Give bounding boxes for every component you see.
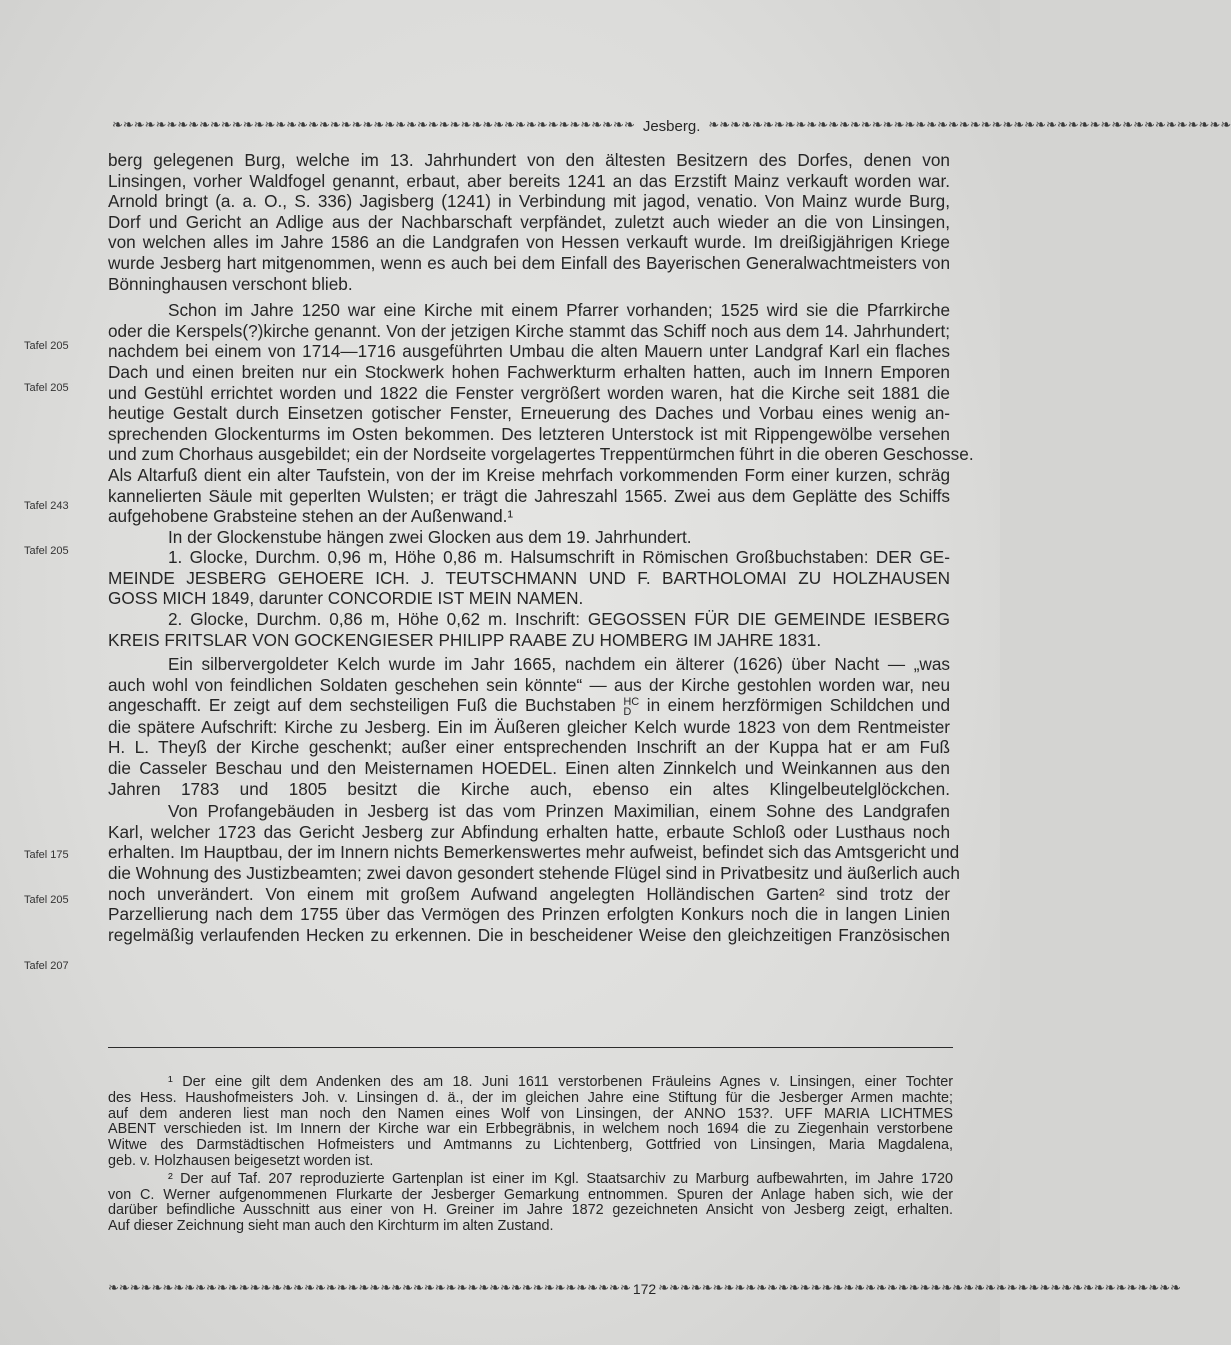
text-line: sprechenden Glockenturms im Osten bekommen. Des letzteren Unterstock ist mit Rippengewölbe versehen	[108, 423, 950, 444]
ornament-band-left: ❧❧❧❧❧❧❧❧❧❧❧❧❧❧❧❧❧❧❧❧❧❧❧❧❧❧❧❧❧❧❧❧❧❧❧❧❧❧❧❧❧❧❧❧❧❧❧❧	[112, 118, 635, 133]
text-line: nachdem bei einem von 1714—1716 ausgeführten Umbau die alten Mauern unter Landgraf Karl ein flaches	[108, 341, 950, 362]
body-text	[108, 150, 974, 945]
text-line: ABENT verschieden ist. Im Innern der Kirche war ein Erbbegräbnis, in welchem noch 1694 die zu Ziegenhain verstorbene	[108, 1121, 953, 1138]
text-line: KREIS FRITSLAR VON GOCKENGIESER PHILIPP RAABE ZU HOMBERG IM JAHRE 1831.	[108, 629, 822, 650]
running-header	[112, 116, 1231, 136]
ornament-band-right: ❧❧❧❧❧❧❧❧❧❧❧❧❧❧❧❧❧❧❧❧❧❧❧❧❧❧❧❧❧❧❧❧❧❧❧❧❧❧❧❧❧❧❧❧❧❧❧❧	[658, 1281, 1182, 1296]
page-number: 172	[632, 1281, 657, 1297]
margin-note: Tafel 205	[24, 894, 69, 906]
text-line: Bönninghausen verschont blieb.	[108, 273, 353, 294]
text-line: Linsingen, vorher Waldfogel genannt, erbaut, aber bereits 1241 an das Erzstift Mainz verkauft worden war.	[108, 170, 950, 191]
text-line: oder die Kerspels(?)kirche genannt. Von der jetzigen Kirche stammt das Schiff noch aus dem 14. Jahrhundert;	[108, 320, 950, 341]
paragraph-glocke-2	[108, 609, 950, 650]
text-line: die Casseler Beschau und den Meisternamen HOEDEL. Einen alten Zinnkelch und Weinkannen aus den	[108, 758, 950, 779]
text-line: Arnold bringt (a. a. O., S. 336) Jagisberg (1241) in Verbindung mit jagod, venatio. Von Mainz wurde Burg,	[108, 191, 950, 212]
text-line: Dorf und Gericht an Adlige aus der Nachbarschaft verpfändet, zuletzt auch wieder an die von Linsingen,	[108, 211, 950, 232]
margin-note: Tafel 207	[24, 960, 69, 972]
text-line	[108, 695, 950, 716]
text-line: noch unverändert. Von einem mit großem Aufwand angelegten Holländischen Garten² sind trotz der	[108, 883, 950, 904]
text-line: Dach und einen breiten nur ein Stockwerk hohen Fachwerkturm erhalten hatten, auch im Innern Emporen	[108, 361, 950, 382]
text-line: Als Altarfuß dient ein alter Taufstein, von der im Kreise mehrfach vorkommenden Form einer kurzen, schräg	[108, 464, 950, 485]
margin-note: Tafel 205	[24, 382, 69, 394]
text-line: erhalten. Im Hauptbau, der im Innern nichts Bemerkenswertes mehr aufweist, befindet sich das Amtsgericht und	[108, 842, 960, 863]
text-line: die spätere Aufschrift: Kirche zu Jesberg. Ein im Äußeren gleicher Kelch wurde 1823 von dem Rentmeister	[108, 716, 950, 737]
footnote-rule	[108, 1047, 953, 1048]
text-fragment: angeschafft. Er zeigt auf dem sechsteiligen Fuß die Buchstaben	[108, 695, 616, 716]
paragraph-burg	[108, 150, 950, 294]
margin-note: Tafel 205	[24, 340, 69, 352]
footnote-2	[108, 1172, 953, 1235]
text-line: Von Profangebäuden in Jesberg ist das vom Prinzen Maximilian, einem Sohne des Landgrafen	[168, 801, 950, 822]
text-line: regelmäßig verlaufenden Hecken zu erkennen. Die in bescheidener Weise den gleichzeitigen Französischen	[108, 924, 950, 945]
text-line: von C. Werner aufgenommenen Flurkarte der Jesberger Gemarkung entnommen. Spuren der Anlage haben sich, wie der	[108, 1186, 953, 1203]
paragraph-glockenstube	[108, 527, 950, 548]
text-line: MEINDE JESBERG GEHOERE ICH. J. TEUTSCHMANN UND F. BARTHOLOMAI ZU HOLZHAUSEN	[108, 567, 950, 588]
running-title: Jesberg.	[642, 117, 701, 135]
text-line: Schon im Jahre 1250 war eine Kirche mit einem Pfarrer vorhanden; 1525 wird sie die Pfarrkirche	[168, 300, 950, 321]
text-line: 1. Glocke, Durchm. 0,96 m, Höhe 0,86 m. Halsumschrift in Römischen Großbuchstaben: DER GE-	[168, 547, 950, 568]
paragraph-glocke-1	[108, 547, 950, 609]
text-line: darüber befindliche Ausschnitt aus einer von H. Greiner im Jahre 1872 gezeichneten Ansicht von Jesberg zeigt, erhalten.	[108, 1202, 953, 1219]
shield-letters	[623, 697, 639, 717]
text-line: des Hess. Haushofmeisters Joh. v. Linsingen d. ä., der im gleichen Jahre eine Stiftung für die Jesberger Armen machte;	[108, 1089, 953, 1106]
text-line: In der Glockenstube hängen zwei Glocken aus dem 19. Jahrhundert.	[168, 526, 692, 547]
text-line: ¹ Der eine gilt dem Andenken des am 18. Juni 1611 verstorbenen Fräuleins Agnes v. Linsingen, einer Tochter	[168, 1074, 953, 1090]
ornament-band-left: ❧❧❧❧❧❧❧❧❧❧❧❧❧❧❧❧❧❧❧❧❧❧❧❧❧❧❧❧❧❧❧❧❧❧❧❧❧❧❧❧❧❧❧❧❧❧❧❧	[108, 1281, 631, 1296]
text-line: berg gelegenen Burg, welche im 13. Jahrhundert von den ältesten Besitzern des Dorfes, denen von	[108, 150, 950, 170]
text-line: 2. Glocke, Durchm. 0,86 m, Höhe 0,62 m. Inschrift: GEGOSSEN FÜR DIE GEMEINDE IESBERG	[168, 609, 950, 630]
text-line: wurde Jesberg hart mitgenommen, wenn es auch bei dem Einfall des Bayerischen Generalwachtmeisters von	[108, 252, 950, 273]
text-fragment: in einem herzförmigen Schildchen und	[646, 695, 951, 716]
paragraph-kirche	[108, 300, 974, 527]
text-line: Parzellierung nach dem 1755 über das Vermögen des Prinzen erfolgten Konkurs noch die in langen Linien	[108, 904, 950, 925]
text-line: Auf dieser Zeichnung sieht man auch den Kirchturm im alten Zustand.	[108, 1218, 554, 1235]
text-line: ² Der auf Taf. 207 reproduzierte Gartenplan ist einer im Kgl. Staatsarchiv zu Marburg aufbewahrten, im Jahre 1720	[168, 1170, 953, 1187]
ornament-band-right: ❧❧❧❧❧❧❧❧❧❧❧❧❧❧❧❧❧❧❧❧❧❧❧❧❧❧❧❧❧❧❧❧❧❧❧❧❧❧❧❧❧❧❧❧❧❧❧❧	[708, 118, 1231, 133]
paragraph-kelch	[108, 654, 950, 799]
text-line: von welchen alles im Jahre 1586 an die Landgrafen von Hessen verkauft wurde. Im dreißigjährigen Kriege	[108, 232, 950, 253]
margin-note: Tafel 205	[24, 545, 69, 557]
margin-note: Tafel 175	[24, 849, 69, 861]
text-line: und Gestühl errichtet worden und 1822 die Fenster vergrößert worden waren, hat die Kirche seit 1881 die	[108, 382, 950, 403]
text-line: kannelierten Säule mit geperlten Wulsten; er trägt die Jahreszahl 1565. Zwei aus dem Geplätte des Schiffs	[108, 485, 950, 506]
footnote-1	[108, 1075, 953, 1170]
paragraph-profangebaeude	[108, 801, 960, 945]
letters-bottom: D	[623, 705, 632, 718]
text-line: auch wohl von feindlichen Soldaten geschehen sein könnte“ — aus der Kirche gestohlen worden war, neu	[108, 674, 950, 695]
margin-note: Tafel 243	[24, 500, 69, 512]
text-line: Karl, welcher 1723 das Gericht Jesberg zur Abfindung erhalten hatte, erbaute Schloß oder Lusthaus noch	[108, 821, 950, 842]
text-line: GOSS MICH 1849, darunter CONCORDIE IST MEIN NAMEN.	[108, 588, 584, 609]
text-line: geb. v. Holzhausen beigesetzt worden ist.	[108, 1152, 374, 1169]
text-line: Ein silbervergoldeter Kelch wurde im Jahr 1665, nachdem ein älterer (1626) über Nacht — „was	[168, 654, 950, 675]
text-line: H. L. Theyß der Kirche geschenkt; außer einer entsprechenden Inschrift an der Kuppa hat er am Fuß	[108, 737, 950, 758]
text-line: heutige Gestalt durch Einsetzen gotischer Fenster, Erneuerung des Daches und Vorbau eines wenig an-	[108, 403, 950, 424]
text-line: und zum Chorhaus ausgebildet; ein der Nordseite vorgelagertes Treppentürmchen führt in die oberen Geschosse.	[108, 444, 974, 465]
text-line: Jahren 1783 und 1805 besitzt die Kirche auch, ebenso ein altes Klingelbeutelglöckchen.	[108, 778, 950, 799]
text-line: aufgehobene Grabsteine stehen an der Außenwand.¹	[108, 506, 514, 527]
letters-top: HC	[623, 695, 640, 708]
text-line: Witwe des Darmstädtischen Hofmeisters und Amtmanns zu Lichtenberg, Gottfried von Linsingen, Maria Magdalena,	[108, 1137, 953, 1154]
page-footer	[108, 1280, 1182, 1298]
text-line: auf dem anderen liest man noch den Namen eines Wolf von Linsingen, der ANNO 153?. UFF MARIA LICHTMES	[108, 1105, 953, 1122]
text-line: die Wohnung des Justizbeamten; zwei davon gesondert stehende Flügel sind in Privatbesitz und äußerlich auch	[108, 863, 960, 884]
footnotes	[108, 1075, 953, 1235]
